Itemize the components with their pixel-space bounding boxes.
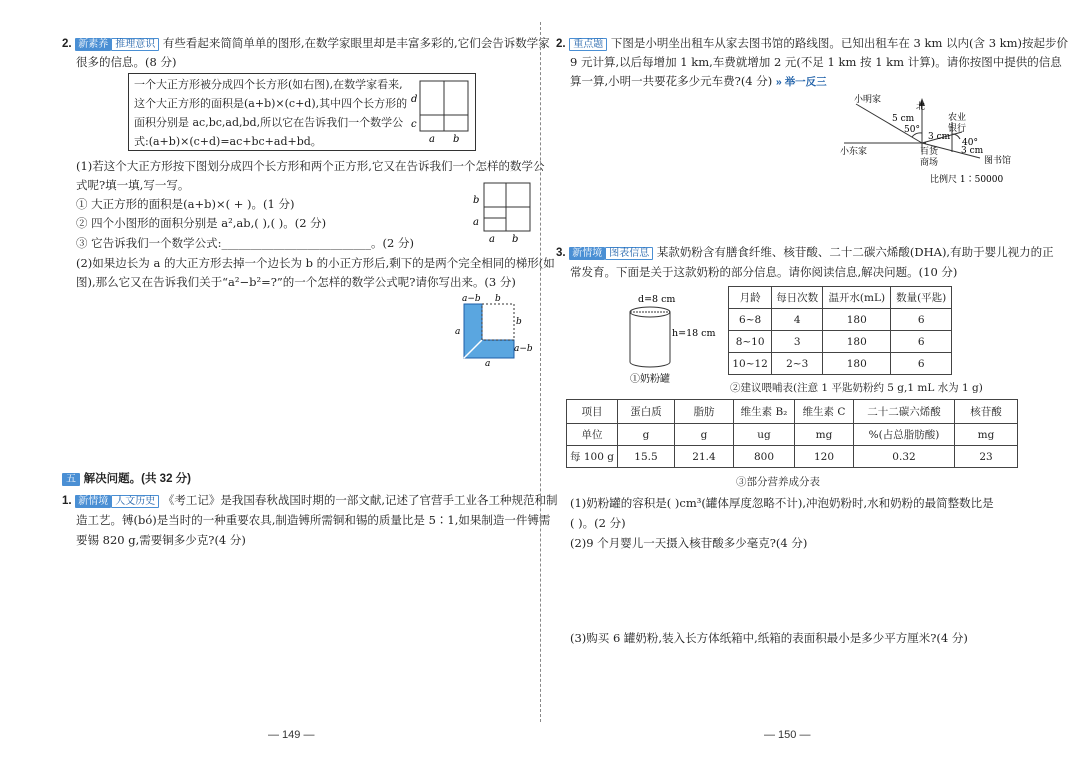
label-north: 北 [916,102,926,112]
label-dist-3cm-b: 3 cm [961,146,984,156]
question-text: 某款奶粉含有膳食纤维、核苷酸、二十二碳六烯酸(DHA),有助于婴儿视力的正 [656,245,1054,259]
table-cell: 6 [891,353,952,375]
sub-item-b: ② 四个小图形的面积分别是 a²,ab,( ),( )。(2 分) [76,216,327,230]
label-library: 图书馆 [984,156,1012,166]
table-header: 每日次数 [772,287,823,309]
box-line: 式:(a+b)×(c+d)=ac+bc+ad+bd。 [134,135,322,148]
label-mall-1: 百货 [920,147,939,157]
question-text: 下图是小明坐出租车从家去图书馆的路线图。已知出租车在 3 km 以内(含 3 km)按起步价 [610,36,1069,50]
sub-question-2: (2)如果边长为 a 的大正方形去掉一个边长为 b 的小正方形后,剩下的是两个完全相同的梯形(如 [76,256,555,270]
label-a: a [429,134,435,145]
tag-reasoning: 推理意识 [111,38,159,51]
box-line: 一个大正方形被分成四个长方形(如右图),在数学家看来, [134,78,403,91]
table-header: 温开水(mL) [823,287,891,309]
table-cell: 180 [823,309,891,331]
square-division-figure [470,180,534,246]
four-rectangles-figure [408,78,472,148]
table-cell: mg [795,424,854,446]
q2-left-header [62,35,550,51]
table-cell: 23 [955,446,1018,468]
table-cell: 6 [891,331,952,353]
feeding-table-caption: ②建议喂哺表(注意 1 平匙奶粉约 5 g,1 mL 水为 1 g) [730,382,983,394]
label-mall-2: 商场 [920,158,939,168]
question-text: 9 元计算,以后每增加 1 km,车费就增加 2 元(不足 1 km 按 1 km 计算)。请你按图中提供的信息 [570,55,1062,69]
table-header: 数量(平匙) [891,287,952,309]
label-b: b [495,294,501,304]
table-cell: 8~10 [729,331,772,353]
label-a: a [489,234,495,245]
question-text: 很多的信息。(8 分) [76,55,177,69]
label-can-height: h=18 cm [672,328,716,339]
table-header: 维生素 C [795,400,854,424]
section-badge: 五 [62,473,80,486]
question-number: 2. [556,38,566,50]
question-text [570,73,827,89]
map-scale: 比例尺 1∶50000 [930,175,1004,185]
nutrition-table-caption: ③部分营养成分表 [736,476,820,488]
sub-item-a: ① 大正方形的面积是(a+b)×( + )。(1 分) [76,197,295,211]
sub-question-2-cont: 图),那么它又在告诉我们关于“a²−b²=?”的一个怎样的数学公式呢?请你写出来。(3 分) [76,275,516,289]
sub-question-1: (1)奶粉罐的容积是( )cm³(罐体厚度忽略不计),冲泡奶粉时,水和奶粉的最简整数比是 [570,496,994,510]
sub-item-c: ③ 它告诉我们一个数学公式:__________________________。(2 分) [76,236,414,250]
label-a: a [473,217,479,228]
table-cell: 180 [823,353,891,375]
tag-key-question: 重点题 [569,38,607,51]
table-cell: g [618,424,675,446]
table-cell: mg [955,424,1018,446]
route-map [834,92,1034,188]
table-header: 项目 [567,400,618,424]
tag-new-literacy: 新素养 [75,38,111,51]
q3-header [556,244,1054,260]
table-cell: ug [734,424,795,446]
table-row [567,424,1018,446]
sub-question-1-cont: 式呢?填一填,写一写。 [76,178,190,192]
sub-question-3: (3)购买 6 罐奶粉,装入长方体纸箱中,纸箱的表面积最小是多少平方厘米?(4 分) [570,631,968,645]
table-cell: 6~8 [729,309,772,331]
sub-question-2: (2)9 个月婴儿一天摄入核苷酸多少毫克?(4 分) [570,536,808,550]
milk-can-figure [616,290,722,390]
question-text: 算一算,小明一共要花多少元车费?(4 分) [570,74,773,88]
table-row [729,331,952,353]
label-b: b [516,317,522,327]
link-label: 举一反三 [784,76,827,88]
table-cell: 800 [734,446,795,468]
question-number: 2. [62,38,72,50]
table-cell: 0.32 [854,446,955,468]
table-cell: 单位 [567,424,618,446]
label-dist-5cm: 5 cm [892,114,915,124]
table-cell: 6 [891,309,952,331]
label-a: a [455,327,461,337]
question-text: 常发育。下面是关于这款奶粉的部分信息。请你阅读信息,解决问题。(10 分) [570,265,958,279]
table-header: 月龄 [729,287,772,309]
related-exercise-link[interactable]: » 举一反三 [775,76,827,88]
section-title: 解决问题。(共 32 分) [83,473,191,485]
table-cell: 15.5 [618,446,675,468]
label-b: b [453,134,460,145]
label-c: c [411,119,417,130]
table-header: 核苷酸 [955,400,1018,424]
label-xiaodong-home: 小东家 [840,147,868,157]
table-cell: 3 [772,331,823,353]
label-can-diameter: d=8 cm [638,294,676,305]
question-text: 造工艺。镈(bó)是当时的一种重要农具,制造镈所需铜和锡的质量比是 5∶1,如果制造一件镈需 [76,513,551,527]
nutrition-table [566,399,1018,468]
q2-right-header [556,35,1068,51]
question-text: 要锡 820 g,需要铜多少克?(4 分) [76,533,246,547]
table-cell: %(占总脂肪酸) [854,424,955,446]
table-cell: 2~3 [772,353,823,375]
table-cell: 10~12 [729,353,772,375]
label-bank-1: 农业 [948,113,967,123]
table-cell: 21.4 [675,446,734,468]
table-row [729,353,952,375]
question-text: 有些看起来简简单单的图形,在数学家眼里却是丰富多彩的,它们会告诉数学家 [162,36,550,50]
tag-new-context: 新情境 [569,247,605,260]
section-header [62,470,191,486]
label-dist-3cm-a: 3 cm [928,132,951,142]
table-header: 维生素 B₂ [734,400,795,424]
table-cell: g [675,424,734,446]
label-angle-40: 40° [962,138,978,148]
table-cell: 180 [823,331,891,353]
tag-history: 人文历史 [111,495,159,508]
q1-header [62,492,558,508]
label-angle-50: 50° [904,125,920,135]
label-d: d [411,94,418,105]
sub-question-1-cont: ( )。(2 分) [570,516,626,530]
label-bank-2: 银行 [948,124,967,134]
question-text: 《考工记》是我国春秋战国时期的一部文献,记述了官营手工业各工种规范和制 [162,493,558,507]
can-caption: ①奶粉罐 [630,374,670,385]
table-row [729,309,952,331]
table-header: 脂肪 [675,400,734,424]
table-cell: 4 [772,309,823,331]
sub-question-1: (1)若这个大正方形按下图划分成四个长方形和两个正方形,它又在告诉我们一个怎样的数学公 [76,159,545,173]
table-header: 蛋白质 [618,400,675,424]
table-row [567,446,1018,468]
table-header: 二十二碳六烯酸 [854,400,955,424]
label-b: b [512,234,519,245]
label-a: a [485,359,491,366]
label-b: b [473,195,480,206]
trapezoid-figure [452,292,534,366]
page-number: — 149 — [268,729,315,741]
tag-new-context: 新情境 [75,495,111,508]
tag-chart-info: 图表信息 [605,247,653,260]
label-a-minus-b: a−b [514,344,533,354]
page-divider [540,22,541,722]
label-xiaoming-home: 小明家 [854,95,882,105]
box-line: 面积分别是 ac,bc,ad,bd,所以它在告诉我们一个数学公 [134,116,404,129]
page-number: — 150 — [764,729,811,741]
question-number: 1. [62,495,72,507]
feeding-table [728,286,952,375]
box-line: 这个大正方形的面积是(a+b)×(c+d),其中四个长方形的 [134,97,408,110]
table-cell: 每 100 g [567,446,618,468]
table-cell: 120 [795,446,854,468]
question-number: 3. [556,247,566,259]
label-a-minus-b: a−b [462,294,481,304]
